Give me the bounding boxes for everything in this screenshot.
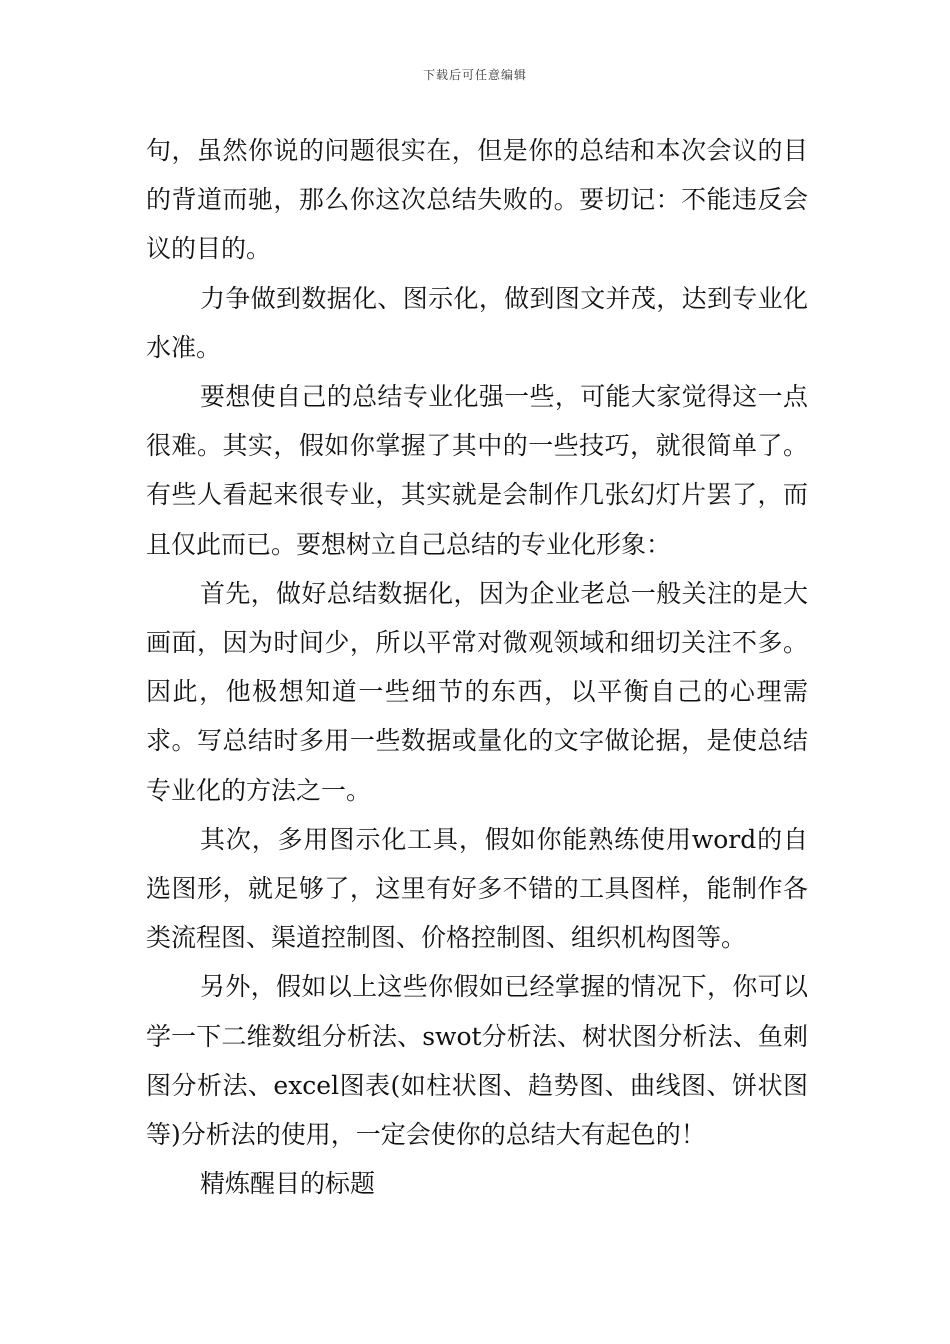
paragraph-1: 句，虽然你说的问题很实在，但是你的总结和本次会议的目的背道而驰，那么你这次总结失败的。要切记：不能违反会议的目的。: [146, 136, 808, 264]
paragraph-3: 要想使自己的总结专业化强一些，可能大家觉得这一点很难。其实，假如你掌握了其中的一些技巧，就很简单了。有些人看起来很专业，其实就是会制作几张幻灯片罢了，而且仅此而已。要想树立自己总结的专业化形象：: [146, 382, 808, 559]
paragraph-6: 另外，假如以上这些你假如已经掌握的情况下，你可以学一下二维数组分析法、swot分析法、树状图分析法、鱼刺图分析法、excel图表(如柱状图、趋势图、曲线图、饼状图等)分析法的使用，一定会使你的总结大有起色的！: [146, 972, 808, 1150]
section-heading: 精炼醒目的标题: [200, 1169, 376, 1199]
document-body: [146, 126, 808, 1208]
paragraph-5: 其次，多用图示化工具，假如你能熟练使用word的自选图形，就足够了，这里有好多不错的工具图样，能制作各类流程图、渠道控制图、价格控制图、组织机构图等。: [146, 824, 808, 953]
paragraph-4: 首先，做好总结数据化，因为企业老总一般关注的是大画面，因为时间少，所以平常对微观领域和细切关注不多。因此，他极想知道一些细节的东西，以平衡自己的心理需求。写总结时多用一些数据或量化的文字做论据，是使总结专业化的方法之一。: [146, 578, 808, 805]
page-header: 下载后可任意编辑: [422, 68, 527, 82]
paragraph-2: 力争做到数据化、图示化，做到图文并茂，达到专业化水准。: [146, 283, 808, 362]
